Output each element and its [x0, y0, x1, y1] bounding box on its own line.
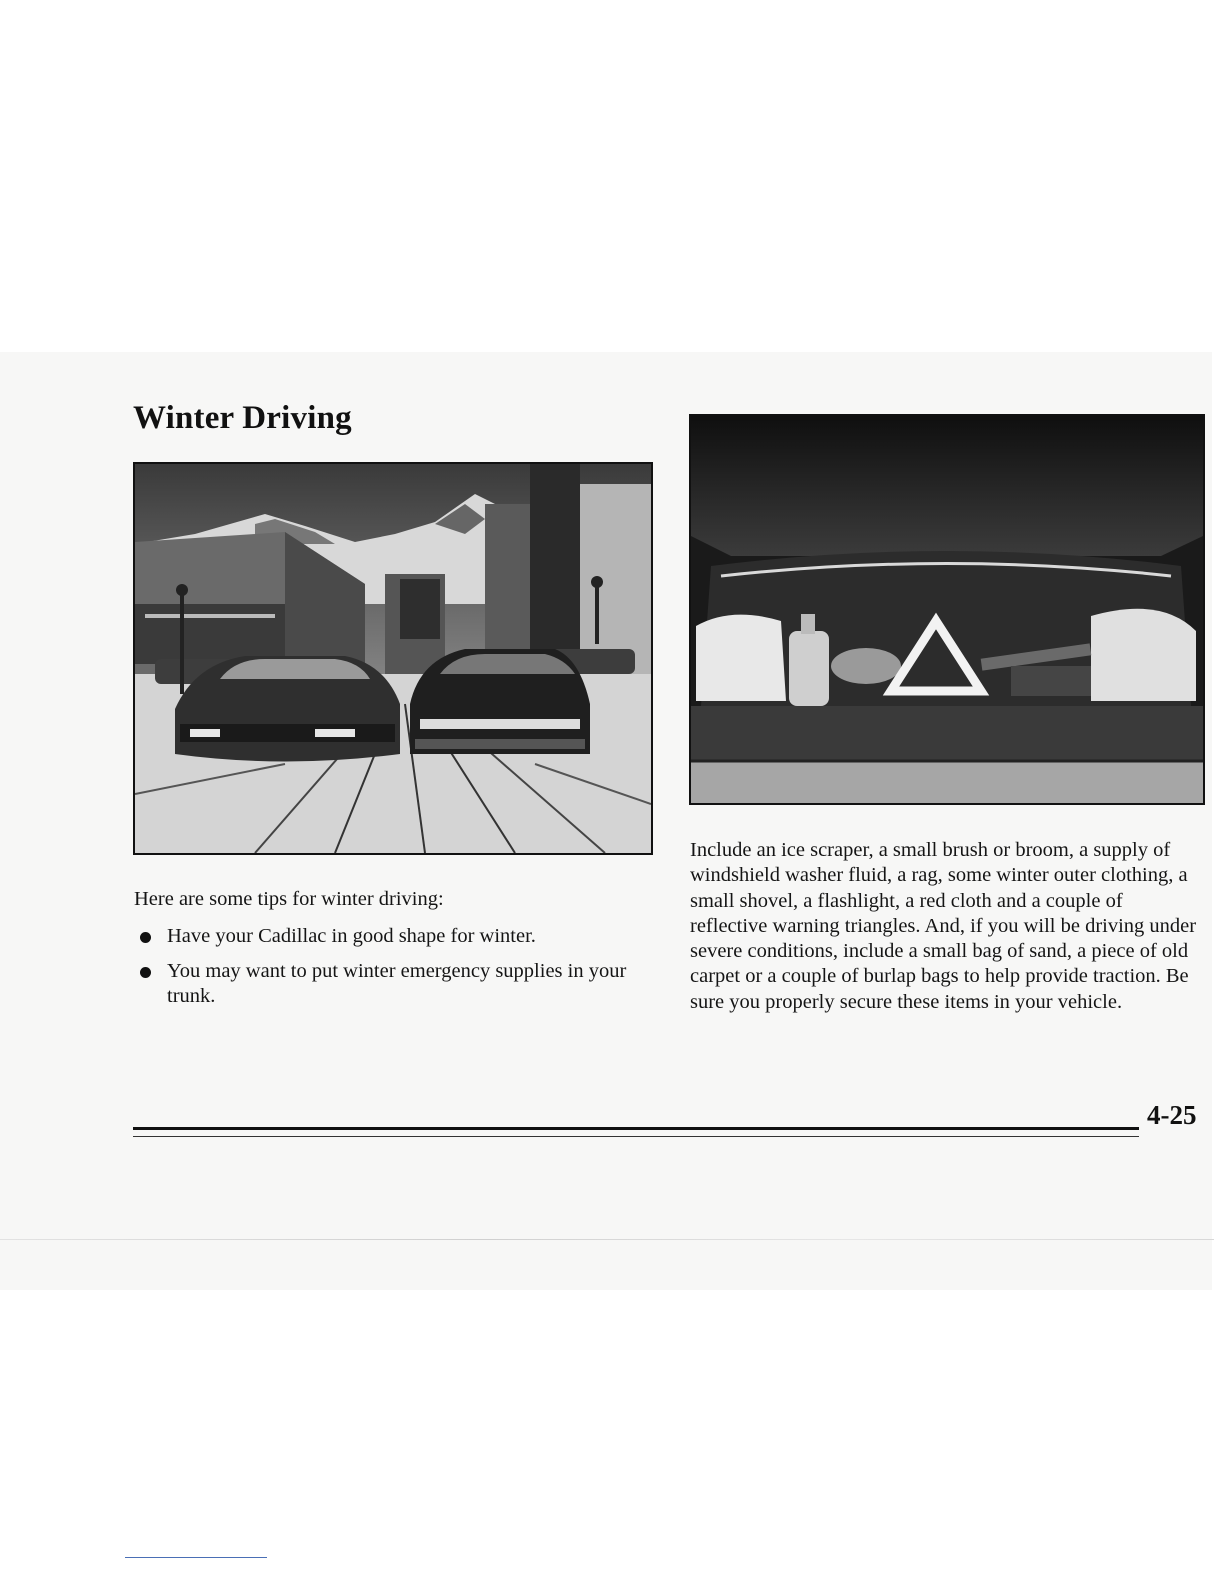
intro-text: Here are some tips for winter driving:: [134, 888, 444, 910]
footer-rule-thin: [133, 1136, 1139, 1137]
footnote-separator: [125, 1557, 267, 1558]
page-number: 4-25: [1147, 1100, 1197, 1130]
bullet-icon: [140, 932, 151, 943]
winter-street-illustration: [133, 462, 653, 855]
page-title: Winter Driving: [133, 400, 352, 436]
tips-list: [134, 924, 634, 1019]
trunk-supplies-illustration: [689, 414, 1205, 805]
scan-edge: [1212, 352, 1224, 1290]
list-item: [134, 924, 634, 949]
supplies-paragraph: Include an ice scraper, a small brush or broom, a supply of windshield washer fluid, a rag, some winter outer clothing, a small shovel, a flashlight, a red cloth and a couple of reflective warning triangles. And, if you will be driving under severe conditions, include a small bag of sand, a piece of old carpet or a couple of burlap bags to help provide traction. Be sure you properly secure these items in your vehicle.: [690, 839, 1197, 1013]
bullet-icon: [140, 967, 151, 978]
tip-text: Have your Cadillac in good shape for winter.: [167, 925, 536, 947]
footer-rule: [133, 1127, 1139, 1130]
scan-artifact-line: [0, 1239, 1214, 1240]
tip-text: You may want to put winter emergency supplies in your trunk.: [167, 960, 627, 1007]
list-item: [134, 959, 634, 1009]
